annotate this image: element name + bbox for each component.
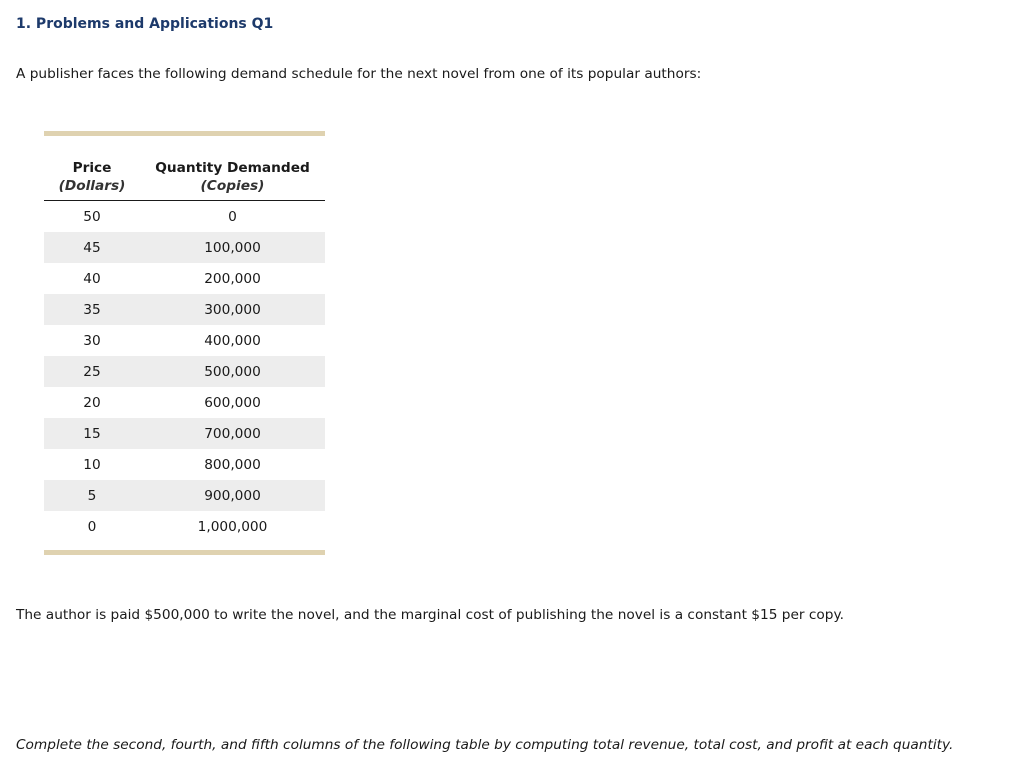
price-cell: 15 (44, 418, 140, 449)
table-row (44, 201, 325, 233)
quantity-cell: 600,000 (204, 394, 261, 411)
table-row (44, 356, 325, 387)
table-row (44, 232, 325, 263)
price-cell: 25 (44, 356, 140, 387)
price-cell: 50 (83, 208, 101, 225)
quantity-cell: 900,000 (140, 480, 325, 511)
demand-schedule (44, 131, 325, 555)
instructions-text: Complete the second, fourth, and fifth columns of the following table by computing total revenue, total cost, and profit at each quantity. (16, 737, 954, 753)
quantity-cell: 100,000 (140, 232, 325, 263)
table-bottom-rule (44, 550, 325, 555)
quantity-cell: 700,000 (140, 418, 325, 449)
quantity-cell: 1,000,000 (197, 518, 268, 535)
table-row (44, 387, 325, 418)
quantity-cell: 400,000 (204, 332, 261, 349)
cost-description: The author is paid $500,000 to write the novel, and the marginal cost of publishing the novel is a constant $15 per copy. (16, 607, 844, 623)
price-cell: 20 (83, 394, 101, 411)
price-cell: 40 (83, 270, 101, 287)
price-header: Price (72, 160, 112, 176)
quantity-cell: 500,000 (140, 356, 325, 387)
price-cell: 10 (83, 456, 101, 473)
quantity-header: Quantity Demanded (155, 160, 310, 176)
table-row (44, 511, 325, 542)
price-cell: 0 (87, 518, 97, 535)
quantity-unit: (Copies) (140, 178, 325, 201)
quantity-cell: 800,000 (204, 456, 261, 473)
quantity-cell: 0 (228, 208, 237, 225)
table-row (44, 449, 325, 480)
quantity-cell: 300,000 (140, 294, 325, 325)
intro-text: A publisher faces the following demand schedule for the next novel from one of its popular authors: (16, 66, 702, 82)
price-cell: 35 (44, 294, 140, 325)
table-row (44, 325, 325, 356)
price-cell: 45 (44, 232, 140, 263)
price-cell: 5 (44, 480, 140, 511)
table-row (44, 294, 325, 325)
table-row (44, 418, 325, 449)
quantity-cell: 200,000 (204, 270, 261, 287)
price-unit: (Dollars) (44, 178, 140, 201)
table-row (44, 480, 325, 511)
price-cell: 30 (83, 332, 101, 349)
page-title: 1. Problems and Applications Q1 (16, 16, 274, 32)
table-row (44, 263, 325, 294)
demand-schedule-table (44, 136, 325, 542)
